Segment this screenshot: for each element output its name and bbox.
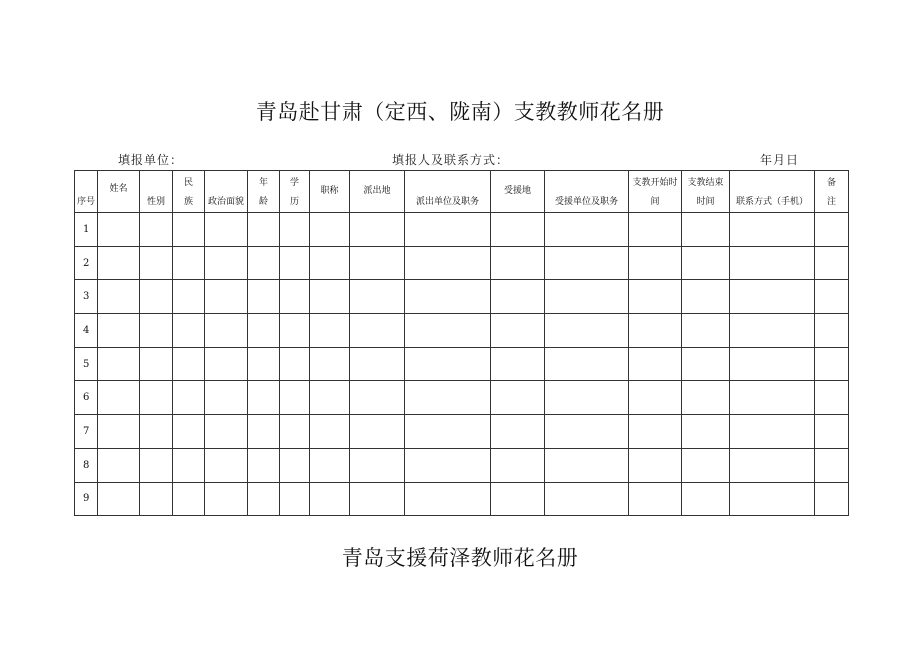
table-cell[interactable] bbox=[280, 347, 310, 381]
header-start-time-line1: 支教开始时 bbox=[632, 178, 678, 188]
table-cell[interactable] bbox=[280, 246, 310, 280]
table-cell[interactable] bbox=[98, 482, 140, 516]
header-destination-unit bbox=[545, 171, 629, 213]
table-cell[interactable] bbox=[815, 415, 849, 449]
table-cell[interactable] bbox=[350, 381, 405, 415]
table-cell[interactable] bbox=[815, 246, 849, 280]
header-ethnic-line1: 民 bbox=[183, 178, 193, 188]
table-cell[interactable] bbox=[405, 381, 491, 415]
table-cell[interactable] bbox=[173, 314, 205, 348]
table-cell[interactable] bbox=[815, 482, 849, 516]
fill-date-label: 年月日 bbox=[760, 153, 800, 167]
table-cell[interactable] bbox=[310, 280, 350, 314]
table-row bbox=[75, 213, 849, 247]
table-cell[interactable] bbox=[491, 381, 545, 415]
table-cell[interactable] bbox=[350, 415, 405, 449]
table-cell[interactable] bbox=[98, 448, 140, 482]
table-cell[interactable] bbox=[248, 381, 280, 415]
table-cell[interactable] bbox=[730, 448, 815, 482]
table-cell[interactable] bbox=[545, 482, 629, 516]
table-cell[interactable] bbox=[98, 415, 140, 449]
header-row bbox=[75, 171, 849, 213]
header-age bbox=[248, 171, 280, 213]
table-cell[interactable] bbox=[682, 246, 730, 280]
table-cell[interactable] bbox=[730, 280, 815, 314]
table-cell[interactable] bbox=[682, 448, 730, 482]
table-cell[interactable] bbox=[491, 415, 545, 449]
table-cell[interactable] bbox=[280, 482, 310, 516]
header-end-time-line2: 时间 bbox=[696, 197, 715, 207]
table-cell[interactable] bbox=[98, 347, 140, 381]
table-cell[interactable] bbox=[280, 415, 310, 449]
header-contact bbox=[730, 171, 815, 213]
header-destination-unit-label: 受援单位及职务 bbox=[554, 197, 618, 207]
table-cell[interactable] bbox=[815, 213, 849, 247]
table-cell[interactable] bbox=[350, 280, 405, 314]
table-row bbox=[75, 246, 849, 280]
table-cell[interactable] bbox=[310, 381, 350, 415]
table-row bbox=[75, 415, 849, 449]
table-cell[interactable] bbox=[545, 314, 629, 348]
table-row bbox=[75, 448, 849, 482]
table-cell[interactable] bbox=[350, 482, 405, 516]
table-cell[interactable] bbox=[248, 213, 280, 247]
table-cell[interactable] bbox=[730, 415, 815, 449]
table-cell[interactable] bbox=[545, 448, 629, 482]
table-cell[interactable] bbox=[815, 280, 849, 314]
table-cell[interactable] bbox=[405, 246, 491, 280]
header-origin-label: 派出地 bbox=[363, 186, 391, 196]
fill-person-contact-label: 填报人及联系方式： bbox=[392, 153, 510, 167]
table-cell[interactable] bbox=[730, 347, 815, 381]
header-gender-label: 性别 bbox=[146, 197, 165, 207]
header-education bbox=[280, 171, 310, 213]
table-cell[interactable] bbox=[140, 381, 173, 415]
table-cell[interactable] bbox=[173, 280, 205, 314]
header-seq bbox=[75, 171, 98, 213]
table-cell[interactable] bbox=[173, 448, 205, 482]
document-title: 青岛赴甘肃（定西、陇南）支教教师花名册 bbox=[255, 100, 665, 124]
table-cell[interactable] bbox=[350, 246, 405, 280]
header-remark-line1: 备 bbox=[826, 178, 836, 188]
header-title bbox=[310, 171, 350, 213]
table-body bbox=[75, 213, 849, 516]
table-cell[interactable] bbox=[310, 482, 350, 516]
table-cell[interactable] bbox=[140, 415, 173, 449]
table-cell[interactable] bbox=[248, 448, 280, 482]
table-cell[interactable] bbox=[173, 381, 205, 415]
table-cell[interactable] bbox=[405, 280, 491, 314]
table-cell[interactable] bbox=[280, 448, 310, 482]
fill-unit-label: 填报单位： bbox=[118, 153, 184, 167]
table-cell[interactable] bbox=[405, 448, 491, 482]
row-number: 7 bbox=[75, 415, 98, 449]
header-destination bbox=[491, 171, 545, 213]
table-cell[interactable] bbox=[310, 347, 350, 381]
table-cell[interactable] bbox=[491, 347, 545, 381]
table-cell[interactable] bbox=[629, 381, 682, 415]
table-cell[interactable] bbox=[280, 280, 310, 314]
header-education-line1: 学 bbox=[289, 178, 299, 188]
table-cell[interactable] bbox=[350, 347, 405, 381]
table-cell[interactable] bbox=[350, 314, 405, 348]
header-contact-label: 联系方式（手机） bbox=[735, 197, 808, 207]
header-title-label: 职称 bbox=[320, 186, 339, 196]
table-cell[interactable] bbox=[405, 314, 491, 348]
table-cell[interactable] bbox=[205, 246, 248, 280]
table-cell[interactable] bbox=[545, 246, 629, 280]
table-cell[interactable] bbox=[205, 482, 248, 516]
table-cell[interactable] bbox=[730, 482, 815, 516]
table-cell[interactable] bbox=[815, 381, 849, 415]
header-origin-unit-label: 派出单位及职务 bbox=[415, 197, 479, 207]
header-seq-label: 序号 bbox=[76, 197, 95, 207]
table-cell[interactable] bbox=[682, 482, 730, 516]
table-cell[interactable] bbox=[629, 246, 682, 280]
header-name bbox=[98, 171, 140, 213]
table-cell[interactable] bbox=[491, 314, 545, 348]
table-cell[interactable] bbox=[545, 415, 629, 449]
table-cell[interactable] bbox=[98, 213, 140, 247]
table-cell[interactable] bbox=[629, 213, 682, 247]
row-number: 5 bbox=[75, 347, 98, 381]
table-cell[interactable] bbox=[310, 246, 350, 280]
table-cell[interactable] bbox=[682, 314, 730, 348]
header-remark-line2: 注 bbox=[826, 197, 836, 207]
table-cell[interactable] bbox=[98, 381, 140, 415]
table-cell[interactable] bbox=[140, 482, 173, 516]
header-ethnic bbox=[173, 171, 205, 213]
table-cell[interactable] bbox=[173, 213, 205, 247]
table-cell[interactable] bbox=[682, 347, 730, 381]
table-cell[interactable] bbox=[310, 314, 350, 348]
table-cell[interactable] bbox=[205, 381, 248, 415]
table-row bbox=[75, 347, 849, 381]
table-cell[interactable] bbox=[140, 213, 173, 247]
row-number: 6 bbox=[75, 381, 98, 415]
header-origin-unit bbox=[405, 171, 491, 213]
table-cell[interactable] bbox=[629, 314, 682, 348]
table-cell[interactable] bbox=[248, 482, 280, 516]
table-cell[interactable] bbox=[173, 482, 205, 516]
table-cell[interactable] bbox=[405, 415, 491, 449]
table-cell[interactable] bbox=[491, 482, 545, 516]
table-cell[interactable] bbox=[491, 448, 545, 482]
table-row bbox=[75, 280, 849, 314]
table-cell[interactable] bbox=[629, 415, 682, 449]
table-cell[interactable] bbox=[629, 448, 682, 482]
second-document-title: 青岛支援荷泽教师花名册 bbox=[341, 546, 579, 570]
row-number: 8 bbox=[75, 448, 98, 482]
row-number: 2 bbox=[75, 246, 98, 280]
header-political-label: 政治面貌 bbox=[207, 197, 244, 207]
table-cell[interactable] bbox=[545, 381, 629, 415]
table-cell[interactable] bbox=[280, 213, 310, 247]
table-cell[interactable] bbox=[545, 347, 629, 381]
row-number: 3 bbox=[75, 280, 98, 314]
table-cell[interactable] bbox=[682, 213, 730, 247]
header-gender bbox=[140, 171, 173, 213]
table-cell[interactable] bbox=[682, 280, 730, 314]
table-cell[interactable] bbox=[173, 347, 205, 381]
table-cell[interactable] bbox=[405, 482, 491, 516]
row-number: 9 bbox=[75, 482, 98, 516]
table-cell[interactable] bbox=[248, 280, 280, 314]
table-cell[interactable] bbox=[280, 381, 310, 415]
table-cell[interactable] bbox=[280, 314, 310, 348]
header-age-line1: 年 bbox=[258, 178, 268, 188]
table-cell[interactable] bbox=[205, 347, 248, 381]
table-cell[interactable] bbox=[248, 246, 280, 280]
table-cell[interactable] bbox=[815, 347, 849, 381]
table-cell[interactable] bbox=[682, 415, 730, 449]
table-cell[interactable] bbox=[730, 314, 815, 348]
table-cell[interactable] bbox=[205, 314, 248, 348]
table-cell[interactable] bbox=[140, 347, 173, 381]
table-row bbox=[75, 314, 849, 348]
table-cell[interactable] bbox=[491, 280, 545, 314]
header-end-time-line1: 支教结束 bbox=[687, 178, 724, 188]
table-cell[interactable] bbox=[815, 314, 849, 348]
header-end-time bbox=[682, 171, 730, 213]
table-cell[interactable] bbox=[205, 280, 248, 314]
table-cell[interactable] bbox=[173, 415, 205, 449]
table-cell[interactable] bbox=[629, 347, 682, 381]
table-cell[interactable] bbox=[98, 314, 140, 348]
table-cell[interactable] bbox=[629, 482, 682, 516]
table-cell[interactable] bbox=[815, 448, 849, 482]
header-age-line2: 龄 bbox=[258, 197, 268, 207]
table-cell[interactable] bbox=[248, 314, 280, 348]
teacher-roster-table bbox=[74, 170, 849, 516]
header-ethnic-line2: 族 bbox=[183, 197, 193, 207]
table-row bbox=[75, 482, 849, 516]
table-cell[interactable] bbox=[405, 213, 491, 247]
table-cell[interactable] bbox=[350, 448, 405, 482]
table-cell[interactable] bbox=[545, 213, 629, 247]
row-number: 1 bbox=[75, 213, 98, 247]
header-remark bbox=[815, 171, 849, 213]
table-cell[interactable] bbox=[173, 246, 205, 280]
table-cell[interactable] bbox=[140, 246, 173, 280]
table-cell[interactable] bbox=[98, 280, 140, 314]
table-cell[interactable] bbox=[310, 415, 350, 449]
table-row bbox=[75, 381, 849, 415]
table-cell[interactable] bbox=[98, 246, 140, 280]
table-cell[interactable] bbox=[405, 347, 491, 381]
table-cell[interactable] bbox=[491, 246, 545, 280]
table-cell[interactable] bbox=[205, 448, 248, 482]
row-number: 4 bbox=[75, 314, 98, 348]
table-cell[interactable] bbox=[140, 448, 173, 482]
header-destination-label: 受援地 bbox=[503, 186, 531, 196]
header-start-time bbox=[629, 171, 682, 213]
table-cell[interactable] bbox=[629, 280, 682, 314]
table-cell[interactable] bbox=[730, 381, 815, 415]
header-name-label: 姓名 bbox=[109, 184, 128, 194]
table-cell[interactable] bbox=[545, 280, 629, 314]
table-cell[interactable] bbox=[350, 213, 405, 247]
header-start-time-line2: 间 bbox=[650, 197, 660, 207]
table-cell[interactable] bbox=[682, 381, 730, 415]
table-cell[interactable] bbox=[205, 415, 248, 449]
header-origin bbox=[350, 171, 405, 213]
table-cell[interactable] bbox=[248, 415, 280, 449]
table-cell[interactable] bbox=[730, 246, 815, 280]
table-cell[interactable] bbox=[140, 314, 173, 348]
table-cell[interactable] bbox=[730, 213, 815, 247]
header-political bbox=[205, 171, 248, 213]
table-cell[interactable] bbox=[248, 347, 280, 381]
header-education-line2: 历 bbox=[289, 197, 299, 207]
table-cell[interactable] bbox=[310, 448, 350, 482]
table-cell[interactable] bbox=[491, 213, 545, 247]
table-cell[interactable] bbox=[205, 213, 248, 247]
table-cell[interactable] bbox=[310, 213, 350, 247]
table-cell[interactable] bbox=[140, 280, 173, 314]
